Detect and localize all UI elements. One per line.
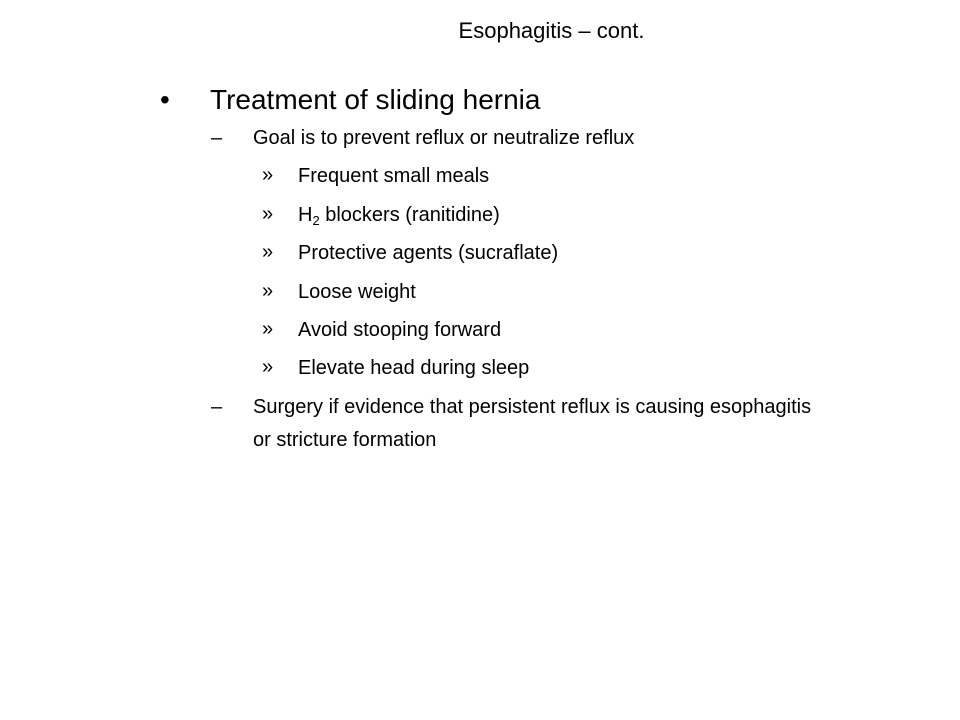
measure-item: Elevate head during sleep xyxy=(298,357,530,379)
measure-item: Protective agents (sucraflate) xyxy=(298,242,559,264)
item-marker: » xyxy=(262,356,274,378)
slide-title: Esophagitis – cont. xyxy=(458,18,645,43)
surgery-text-line1: Surgery if evidence that persistent reflux is causing esophagitis xyxy=(253,396,812,418)
h2-subscript: 2 xyxy=(312,213,320,228)
item-marker: » xyxy=(262,203,274,225)
dash-marker: – xyxy=(211,396,223,418)
measure-item: Loose weight xyxy=(298,281,416,303)
h2-rest: blockers (ranitidine) xyxy=(319,204,500,226)
bullet-marker: • xyxy=(160,84,170,115)
measure-item: Avoid stooping forward xyxy=(298,319,502,341)
item-marker: » xyxy=(262,318,274,340)
measure-item: Frequent small meals xyxy=(298,165,490,187)
item-marker: » xyxy=(262,164,274,186)
item-marker: » xyxy=(262,241,274,263)
dash-marker: – xyxy=(211,127,223,149)
item-marker: » xyxy=(262,280,274,302)
bullet-heading: Treatment of sliding hernia xyxy=(210,84,541,115)
goal-text: Goal is to prevent reflux or neutralize reflux xyxy=(253,127,635,149)
h2-h: H xyxy=(298,204,313,226)
measure-item xyxy=(298,202,500,229)
surgery-text-line2: or stricture formation xyxy=(253,429,437,451)
